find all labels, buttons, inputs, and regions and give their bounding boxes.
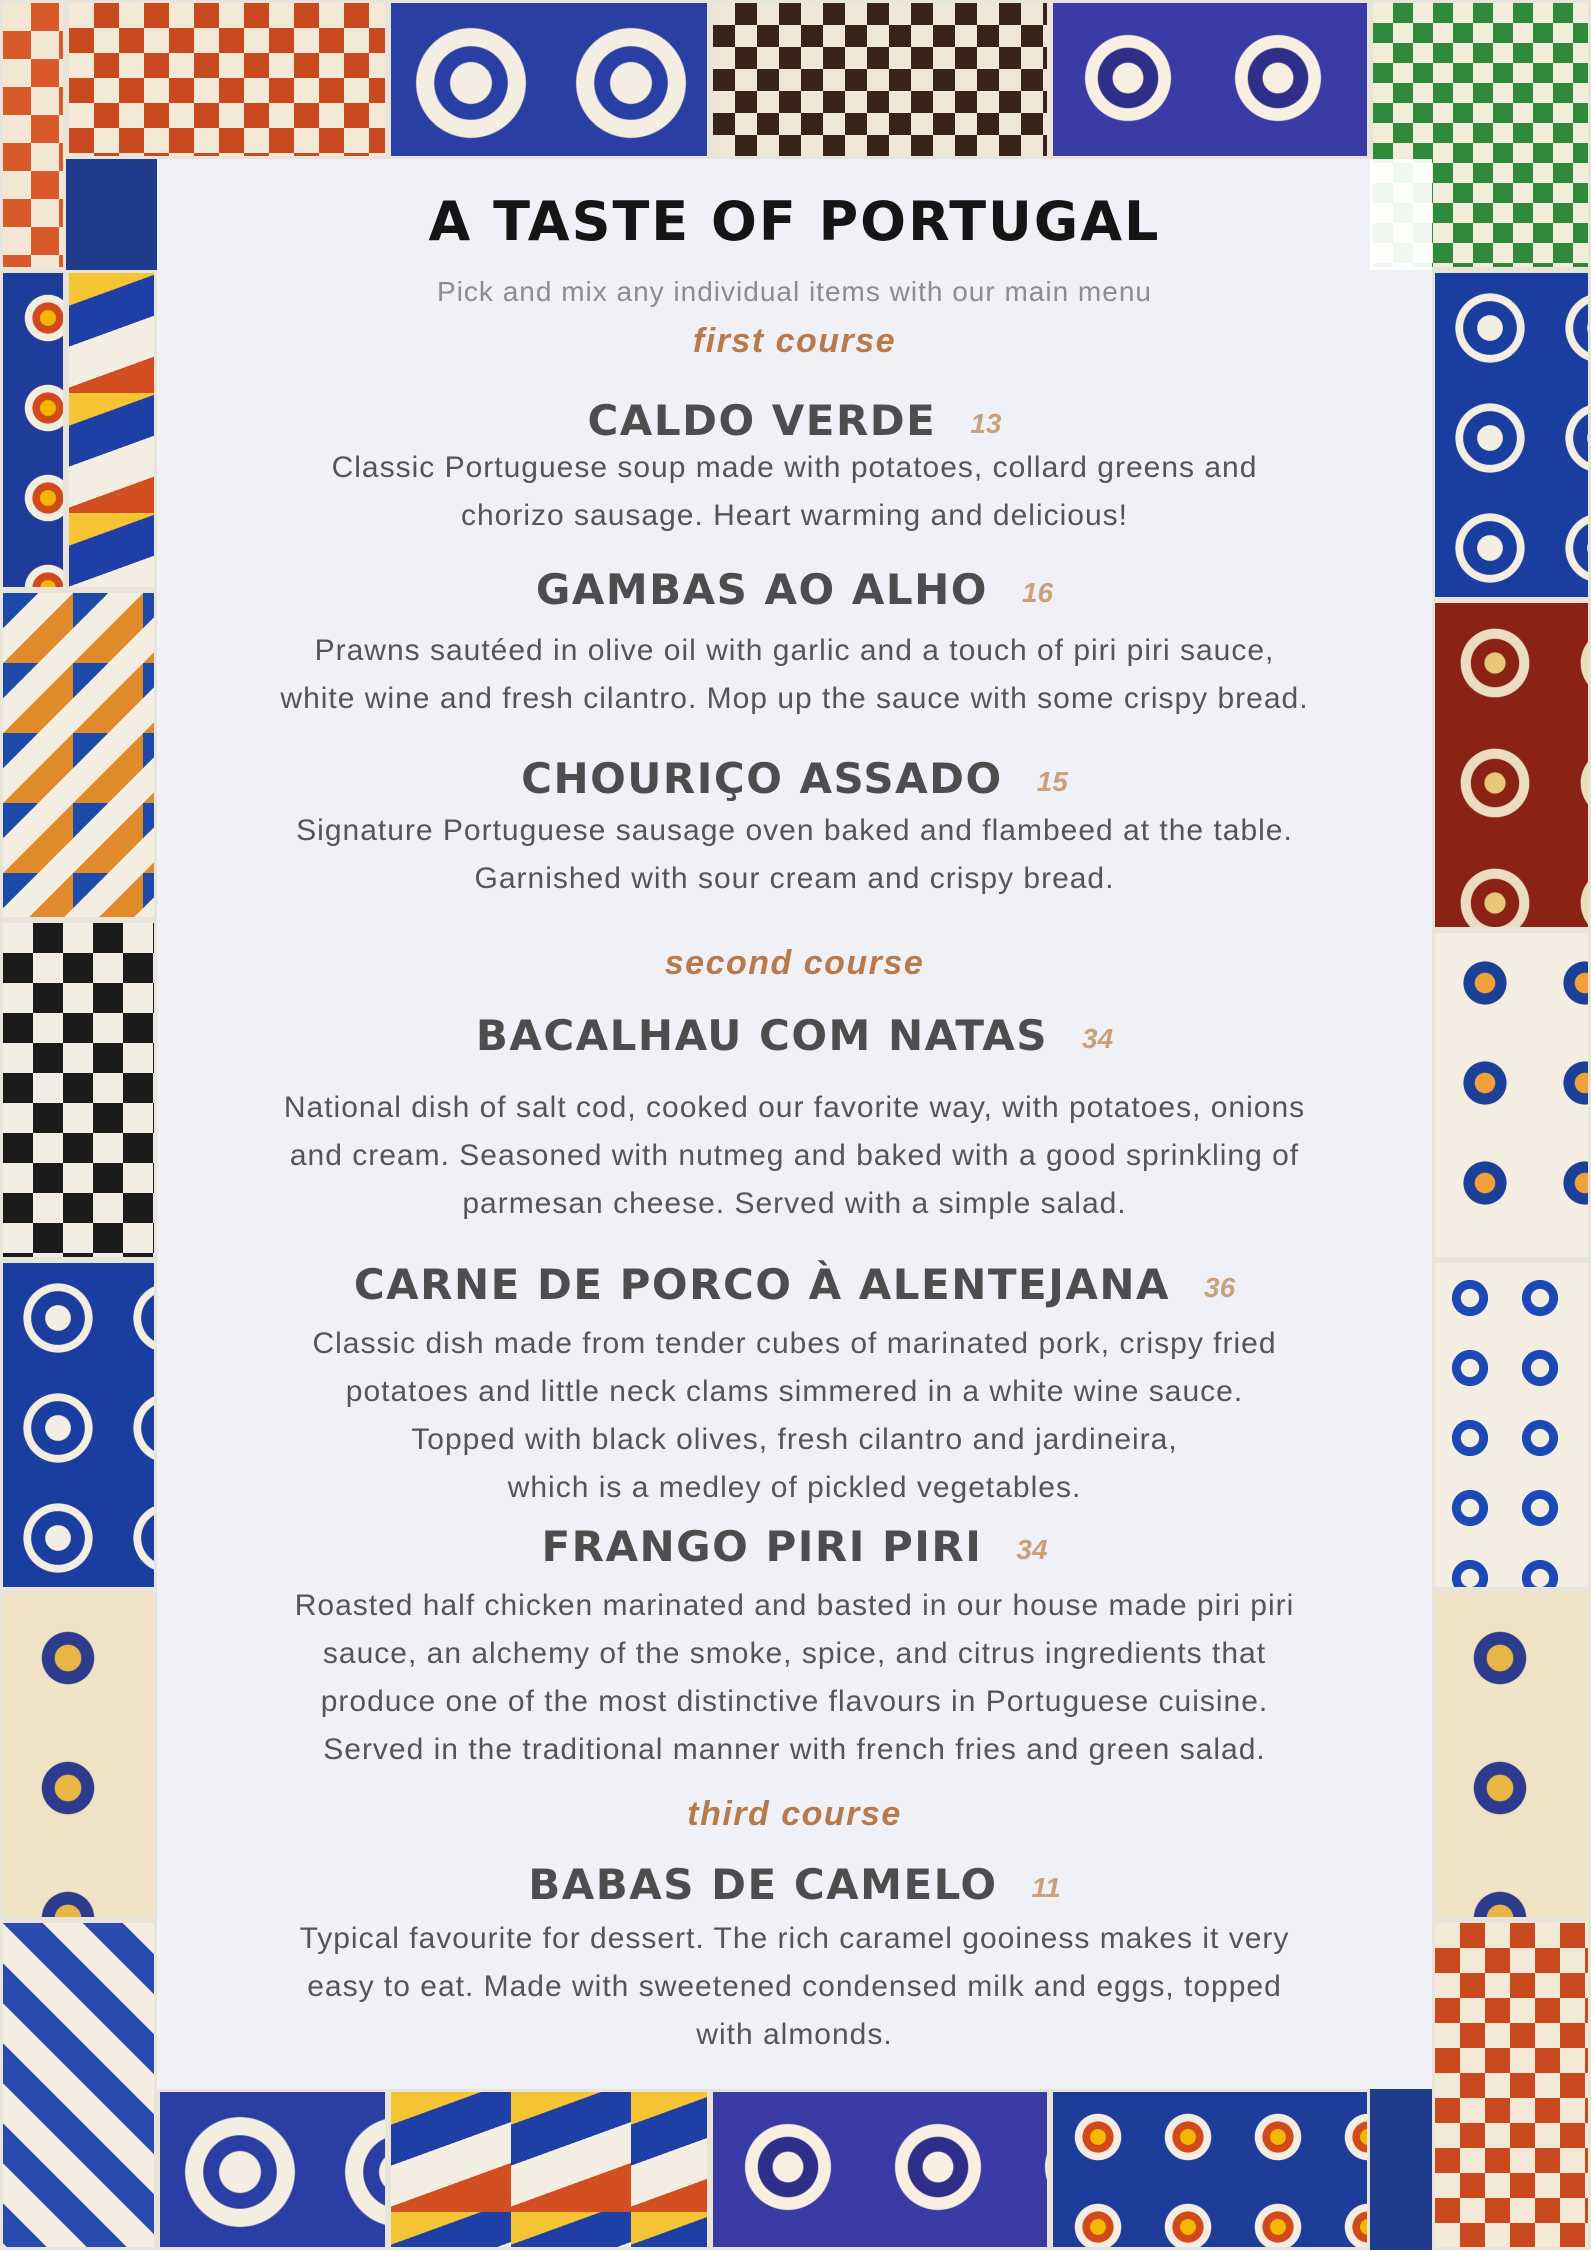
tile [1432,1260,1591,1590]
tile [0,1590,157,1920]
description-line: with almonds. [696,2018,893,2051]
description-line: chorizo sausage. Heart warming and delicious! [461,499,1128,532]
tile [1432,1590,1591,1920]
tile [1432,1920,1591,2250]
dish-name: CARNE DE PORCO À ALENTEJANA [353,1260,1170,1309]
dish-description [217,1084,1372,1228]
dish-header [157,1260,1432,1309]
dish-description [217,1320,1372,1512]
menu-content [157,0,1432,2250]
description-line: Typical favourite for dessert. The rich caramel gooiness makes it very [299,1922,1290,1955]
tile [0,590,157,920]
dish-price: 15 [1036,766,1068,797]
dish-name: CHOURIÇO ASSADO [521,754,1003,803]
dish-description [217,444,1372,540]
description-line: Served in the traditional manner with french fries and green salad. [323,1733,1266,1766]
dish-name: FRANGO PIRI PIRI [541,1522,983,1571]
description-line: Signature Portuguese sausage oven baked and flambeed at the table. [296,814,1293,847]
dish-price: 13 [970,408,1002,439]
tile [66,270,157,590]
dish-header [157,1860,1432,1909]
description-line: potatoes and little neck clams simmered in a white wine sauce. [345,1375,1244,1408]
course-label-third: third course [687,1795,902,1833]
course-label-second: second course [664,944,925,982]
description-line: Prawns sautéed in olive oil with garlic and a touch of piri piri sauce, [314,634,1275,667]
tile [0,1260,157,1590]
dish-header [157,396,1432,445]
dish-price: 34 [1082,1023,1114,1054]
menu-subtitle: Pick and mix any individual items with our main menu [437,276,1152,307]
course-label-first: first course [692,322,897,360]
tile [0,1920,157,2250]
description-line: easy to eat. Made with sweetened condensed milk and eggs, topped [307,1970,1282,2003]
dish-header [157,565,1432,614]
dish-name: BABAS DE CAMELO [528,1860,998,1909]
dish-name: CALDO VERDE [587,396,937,445]
dish-name: GAMBAS AO ALHO [535,565,988,614]
menu-title: A TASTE OF PORTUGAL [428,190,1161,253]
description-line: produce one of the most distinctive flavours in Portuguese cuisine. [320,1685,1269,1718]
description-line: Garnished with sour cream and crispy bread. [474,862,1115,895]
description-line: sauce, an alchemy of the smoke, spice, and citrus ingredients that [322,1637,1267,1670]
tile [0,0,66,270]
dish-header [157,1522,1432,1571]
dish-description [217,807,1372,903]
tile [1432,930,1591,1260]
dish-header [157,1011,1432,1060]
dish-name: BACALHAU COM NATAS [475,1011,1049,1060]
dish-price: 34 [1016,1534,1048,1565]
dish-description [217,1915,1372,2059]
description-line: Topped with black olives, fresh cilantro and jardineira, [411,1423,1178,1456]
description-line: white wine and fresh cilantro. Mop up the sauce with some crispy bread. [280,682,1309,715]
dish-description [217,1582,1372,1774]
tile [1432,270,1591,600]
description-line: Classic Portuguese soup made with potatoes, collard greens and [331,451,1258,484]
dish-description [217,627,1372,723]
description-line: Roasted half chicken marinated and basted in our house made piri piri [294,1589,1295,1622]
tile [0,270,66,590]
dish-price: 16 [1021,577,1054,608]
description-line: and cream. Seasoned with nutmeg and baked with a good sprinkling of [289,1139,1300,1172]
description-line: National dish of salt cod, cooked our favorite way, with potatoes, onions [283,1091,1306,1124]
description-line: which is a medley of pickled vegetables. [507,1471,1082,1504]
description-line: Classic dish made from tender cubes of marinated pork, crispy fried [312,1327,1277,1360]
dish-header [157,754,1432,803]
tile [0,920,157,1260]
tile [1432,600,1591,930]
dish-price: 36 [1204,1272,1236,1303]
dish-price: 11 [1031,1872,1061,1903]
description-line: parmesan cheese. Served with a simple salad. [462,1187,1127,1220]
